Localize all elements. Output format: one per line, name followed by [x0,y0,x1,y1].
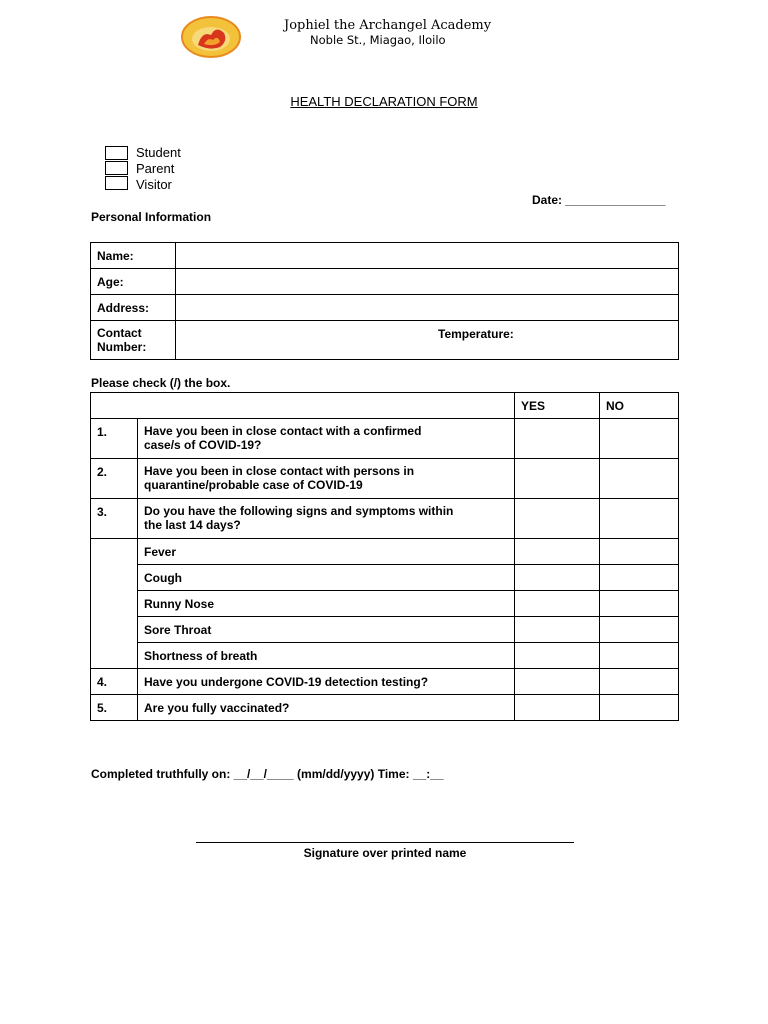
q1-number: 1. [91,419,138,459]
q4-yes-box[interactable] [515,669,600,695]
shortness-of-breath-yes-box[interactable] [515,643,600,669]
completed-truthfully-line[interactable]: Completed truthfully on: __/__/____ (mm/dd/yyyy) Time: __:__ [91,767,444,781]
check-instruction: Please check (/) the box. [91,376,231,390]
yes-header: YES [515,393,600,419]
fever-no-box[interactable] [600,539,679,565]
signature-label: Signature over printed name [303,846,467,860]
q3-text [138,499,515,539]
parent-checkbox[interactable] [105,161,128,175]
q4-no-box[interactable] [600,669,679,695]
symptoms-number-blank [91,539,138,669]
q1-yes-box[interactable] [515,419,600,459]
q1-line2: case/s of COVID-19? [144,438,262,452]
q2-number: 2. [91,459,138,499]
age-label: Age: [91,269,176,295]
symptom-fever: Fever [138,539,515,565]
symptom-sore-throat: Sore Throat [138,617,515,643]
symptom-shortness-of-breath: Shortness of breath [138,643,515,669]
q5-no-box[interactable] [600,695,679,721]
q1-text [138,419,515,459]
sore-throat-no-box[interactable] [600,617,679,643]
health-checklist-table [90,392,679,721]
date-field[interactable]: Date: _______________ [532,193,666,207]
name-label: Name: [91,243,176,269]
q3-no-box[interactable] [600,499,679,539]
academy-logo [180,15,242,59]
q1-line1: Have you been in close contact with a confirmed [144,424,422,438]
q4-number: 4. [91,669,138,695]
symptom-runny-nose: Runny Nose [138,591,515,617]
parent-label: Parent [136,161,175,176]
q2-yes-box[interactable] [515,459,600,499]
temperature-label: Temperature: [438,327,514,341]
q2-text [138,459,515,499]
cough-yes-box[interactable] [515,565,600,591]
contact-label-line2: Number: [97,340,147,354]
personal-info-table [90,242,679,360]
runny-nose-yes-box[interactable] [515,591,600,617]
q4-text: Have you undergone COVID-19 detection testing? [138,669,515,695]
signature-line[interactable] [196,842,574,843]
contact-temperature-field[interactable] [176,321,679,360]
address-label: Address: [91,295,176,321]
name-field[interactable] [176,243,679,269]
q1-no-box[interactable] [600,419,679,459]
symptom-cough: Cough [138,565,515,591]
cough-no-box[interactable] [600,565,679,591]
runny-nose-no-box[interactable] [600,591,679,617]
shortness-of-breath-no-box[interactable] [600,643,679,669]
q3-yes-box[interactable] [515,499,600,539]
q3-line1: Do you have the following signs and symptoms within [144,504,454,518]
address-field[interactable] [176,295,679,321]
student-label: Student [136,145,181,160]
header-blank [91,393,515,419]
q5-text: Are you fully vaccinated? [138,695,515,721]
fever-yes-box[interactable] [515,539,600,565]
q5-number: 5. [91,695,138,721]
school-name: Jophiel the Archangel Academy [284,18,492,33]
contact-label-line1: Contact [97,326,142,340]
form-title: HEALTH DECLARATION FORM [290,94,478,109]
q2-line2: quarantine/probable case of COVID-19 [144,478,363,492]
q3-line2: the last 14 days? [144,518,241,532]
q2-no-box[interactable] [600,459,679,499]
student-checkbox[interactable] [105,146,128,160]
contact-label [91,321,176,360]
sore-throat-yes-box[interactable] [515,617,600,643]
visitor-checkbox[interactable] [105,176,128,190]
q5-yes-box[interactable] [515,695,600,721]
personal-info-heading: Personal Information [91,210,212,224]
no-header: NO [600,393,679,419]
q2-line1: Have you been in close contact with persons in [144,464,415,478]
school-address: Noble St., Miagao, Iloilo [310,33,446,47]
visitor-label: Visitor [136,177,172,192]
q3-number: 3. [91,499,138,539]
age-field[interactable] [176,269,679,295]
